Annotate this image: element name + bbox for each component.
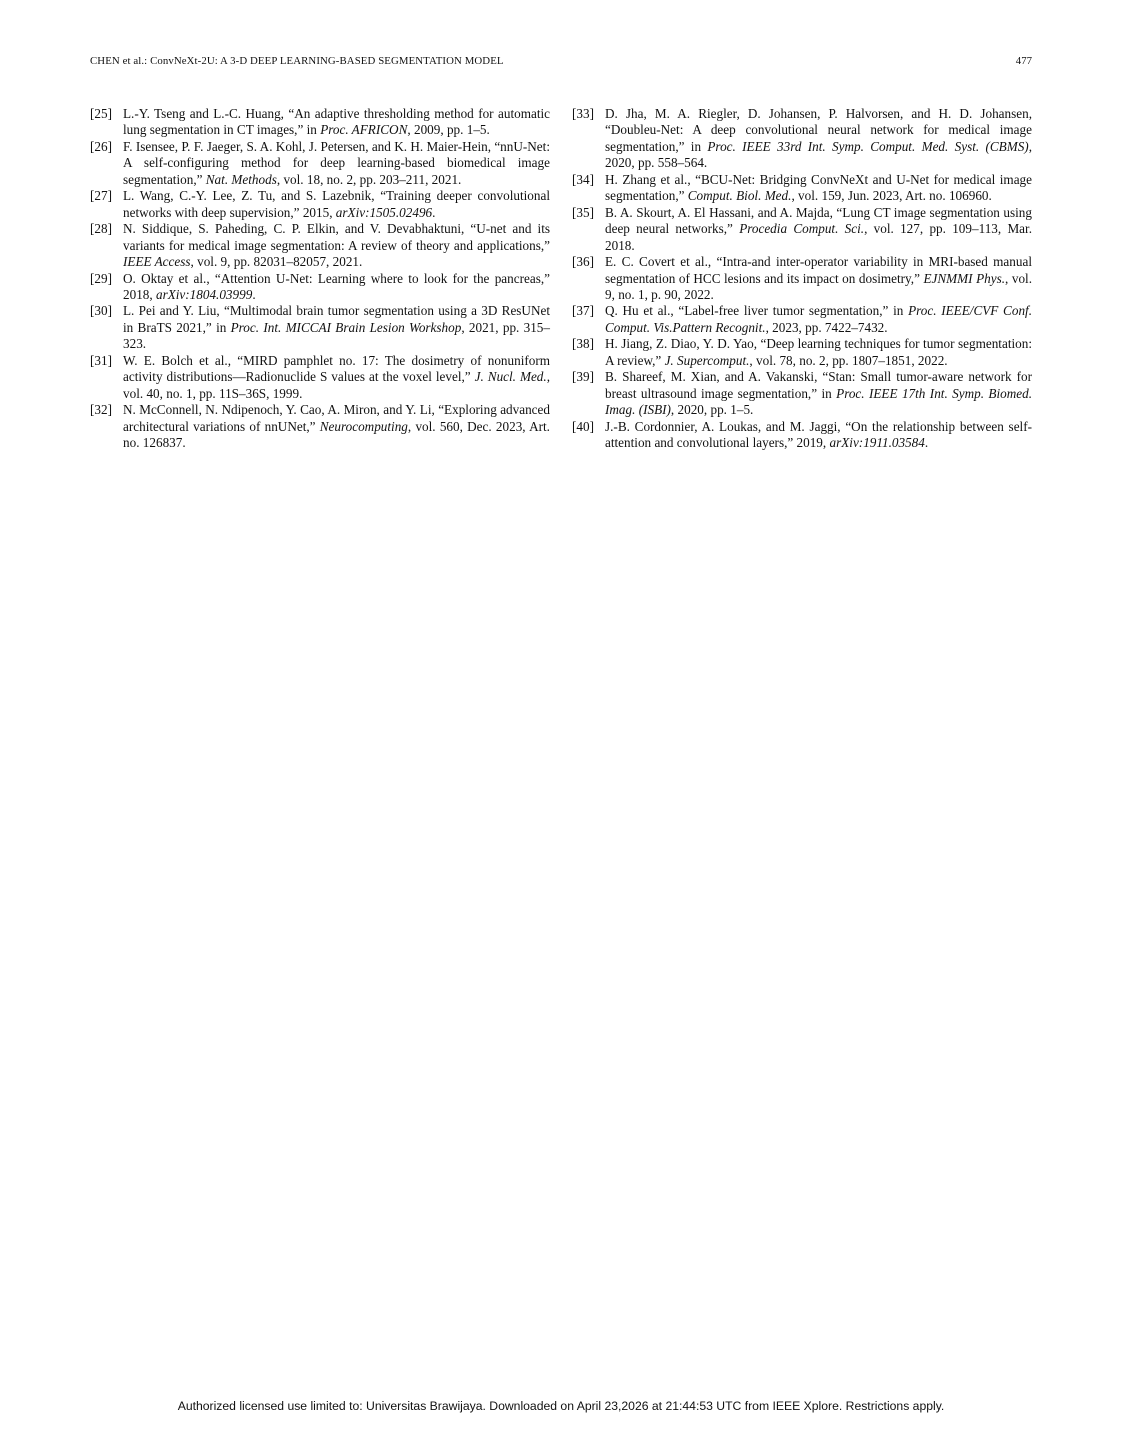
- reference-segment: B. A. Skourt, A. El Hassani, and A. Majda, “Lung CT image segmentation using deep neural networks,”: [605, 204, 1032, 237]
- reference-segment: , 2009, pp. 1–5.: [407, 122, 490, 138]
- reference-number: [31]: [90, 352, 112, 368]
- reference-venue: Proc. IEEE 17th Int. Symp. Biomed. Imag. (ISBI): [605, 385, 1032, 418]
- reference-venue: Proc. Int. MICCAI Brain Lesion Workshop: [230, 319, 462, 335]
- reference-segment: E. C. Covert et al., “Intra-and inter-operator variability in MRI-based manual segmentation of HCC lesions and its impact on dosimetry,”: [605, 254, 1032, 286]
- reference-number: [29]: [90, 270, 112, 286]
- reference-segment: , vol. 560, Dec. 2023, Art. no. 126837.: [123, 418, 550, 451]
- reference-segment: .: [432, 204, 436, 220]
- reference-item: [572, 172, 1032, 205]
- reference-text: [123, 139, 550, 187]
- reference-item: [90, 303, 550, 352]
- reference-number: [37]: [572, 303, 594, 319]
- reference-segment: .: [924, 435, 929, 451]
- page-number: 477: [1015, 55, 1032, 67]
- reference-item: [572, 254, 1032, 303]
- reference-segment: L. Pei and Y. Liu, “Multimodal brain tumor segmentation using a 3D ResUNet in BraTS 2021,” in: [123, 303, 550, 335]
- reference-text: [123, 271, 550, 302]
- reference-item: [90, 353, 550, 402]
- reference-segment: , 2023, pp. 7422–7432.: [765, 319, 888, 335]
- reference-venue: Proc. AFRICON: [320, 122, 408, 138]
- reference-segment: D. Jha, M. A. Riegler, D. Johansen, P. Halvorsen, and H. D. Johansen, “Doubleu-Net: A deep convolutional neural network for medical image segmentation,” in: [605, 106, 1032, 154]
- reference-number: [39]: [572, 369, 594, 385]
- reference-number: [28]: [90, 221, 112, 237]
- reference-number: [35]: [572, 204, 594, 220]
- reference-text: [605, 205, 1032, 253]
- reference-text: [123, 353, 550, 401]
- reference-text: [605, 303, 1032, 334]
- references-right-column: [572, 106, 1032, 452]
- reference-venue: EJNMMI Phys.: [923, 270, 1006, 286]
- reference-number: [32]: [90, 402, 112, 418]
- reference-venue: Neurocomputing: [319, 418, 408, 434]
- reference-venue: Proc. IEEE/CVF Conf. Comput. Vis.Pattern Recognit.: [605, 303, 1033, 335]
- reference-segment: N. Siddique, S. Paheding, C. P. Elkin, and V. Devabhaktuni, “U-net and its variants for medical image segmentation: A review of theory and applications,”: [123, 221, 550, 253]
- reference-segment: L.-Y. Tseng and L.-C. Huang, “An adaptive thresholding method for automatic lung segmentation in CT images,” in: [123, 106, 550, 138]
- reference-venue: arXiv:1804.03999: [155, 286, 253, 302]
- reference-number: [33]: [572, 106, 594, 121]
- running-header: [90, 53, 1032, 69]
- reference-item: [572, 303, 1032, 336]
- reference-segment: O. Oktay et al., “Attention U-Net: Learning where to look for the pancreas,” 2018,: [123, 270, 550, 302]
- reference-text: [605, 336, 1032, 367]
- reference-text: [123, 188, 550, 219]
- reference-segment: , vol. 18, no. 2, pp. 203–211, 2021.: [276, 171, 462, 187]
- reference-segment: H. Zhang et al., “BCU-Net: Bridging ConvNeXt and U-Net for medical image segmentation,”: [605, 171, 1032, 204]
- reference-number: [25]: [90, 106, 112, 121]
- reference-text: [605, 419, 1032, 450]
- reference-segment: , vol. 159, Jun. 2023, Art. no. 106960.: [791, 188, 992, 204]
- reference-text: [605, 106, 1032, 170]
- reference-segment: , vol. 9, pp. 82031–82057, 2021.: [190, 254, 363, 270]
- reference-venue: arXiv:1911.03584: [829, 435, 925, 451]
- reference-text: [123, 303, 550, 351]
- reference-segment: B. Shareef, M. Xian, and A. Vakanski, “Stan: Small tumor-aware network for breast ultrasound image segmentation,” in: [605, 369, 1032, 401]
- reference-segment: , 2021, pp. 315–323.: [123, 319, 550, 352]
- license-footer: Authorized licensed use limited to: Universitas Brawijaya. Downloaded on April 23,2026 at 21:44:53 UTC from IEEE Xplore. Restrictions apply.: [177, 1399, 945, 1413]
- reference-venue: Nat. Methods: [205, 171, 277, 187]
- reference-segment: .: [252, 286, 256, 302]
- reference-segment: F. Isensee, P. F. Jaeger, S. A. Kohl, J. Petersen, and K. H. Maier-Hein, “nnU-Net: A self-configuring method for deep learning-based biomedical image segmentation,”: [123, 138, 550, 187]
- reference-item: [572, 106, 1032, 172]
- reference-venue: Proc. IEEE 33rd Int. Symp. Comput. Med. Syst. (CBMS): [707, 138, 1029, 154]
- reference-segment: , vol. 40, no. 1, pp. 11S–36S, 1999.: [123, 369, 550, 401]
- reference-number: [36]: [572, 254, 594, 270]
- reference-venue: arXiv:1505.02496: [335, 204, 433, 220]
- reference-item: [572, 336, 1032, 369]
- reference-venue: Comput. Biol. Med.: [687, 188, 792, 204]
- reference-venue: J. Supercomput.: [664, 352, 750, 368]
- reference-segment: L. Wang, C.-Y. Lee, Z. Tu, and S. Lazebnik, “Training deeper convolutional networks with deep supervision,” 2015,: [123, 188, 550, 220]
- reference-text: [123, 402, 550, 450]
- reference-item: [90, 139, 550, 188]
- reference-item: [90, 106, 550, 139]
- reference-segment: Q. Hu et al., “Label-free liver tumor segmentation,” in: [605, 303, 909, 319]
- reference-number: [26]: [90, 138, 112, 154]
- reference-venue: J. Nucl. Med.: [474, 369, 547, 385]
- reference-number: [40]: [572, 418, 594, 434]
- reference-text: [605, 369, 1032, 417]
- reference-text: [605, 254, 1032, 302]
- reference-number: [38]: [572, 336, 594, 352]
- references-left-column: [90, 106, 550, 452]
- reference-segment: , vol. 78, no. 2, pp. 1807–1851, 2022.: [749, 352, 948, 368]
- reference-segment: J.-B. Cordonnier, A. Loukas, and M. Jaggi, “On the relationship between self-attention and convolutional layers,” 2019,: [605, 418, 1032, 451]
- reference-item: [90, 221, 550, 270]
- reference-venue: Procedia Comput. Sci.: [739, 221, 865, 237]
- reference-segment: N. McConnell, N. Ndipenoch, Y. Cao, A. Miron, and Y. Li, “Exploring advanced architectural variations of nnUNet,”: [123, 402, 550, 434]
- reference-item: [90, 188, 550, 221]
- reference-item: [572, 205, 1032, 254]
- reference-text: [605, 172, 1032, 203]
- reference-segment: H. Jiang, Z. Diao, Y. D. Yao, “Deep learning techniques for tumor segmentation: A review,”: [605, 336, 1032, 368]
- reference-segment: , 2020, pp. 558–564.: [605, 138, 1032, 171]
- reference-item: [572, 419, 1032, 452]
- reference-text: [123, 106, 550, 137]
- reference-segment: , 2020, pp. 1–5.: [670, 402, 754, 418]
- reference-segment: , vol. 127, pp. 109–113, Mar. 2018.: [605, 221, 1032, 253]
- running-header-title: CHEN et al.: ConvNeXt-2U: A 3-D DEEP LEARNING-BASED SEGMENTATION MODEL: [90, 55, 504, 67]
- reference-segment: W. E. Bolch et al., “MIRD pamphlet no. 17: The dosimetry of nonuniform activity distributions—Radionuclide S values at the voxel level,”: [123, 352, 550, 385]
- reference-number: [27]: [90, 188, 112, 204]
- reference-venue: IEEE Access: [123, 254, 191, 270]
- reference-item: [90, 271, 550, 304]
- reference-number: [34]: [572, 171, 594, 187]
- reference-segment: , vol. 9, no. 1, p. 90, 2022.: [605, 270, 1032, 302]
- reference-number: [30]: [90, 303, 112, 319]
- reference-item: [90, 402, 550, 451]
- reference-text: [123, 221, 550, 269]
- reference-item: [572, 369, 1032, 418]
